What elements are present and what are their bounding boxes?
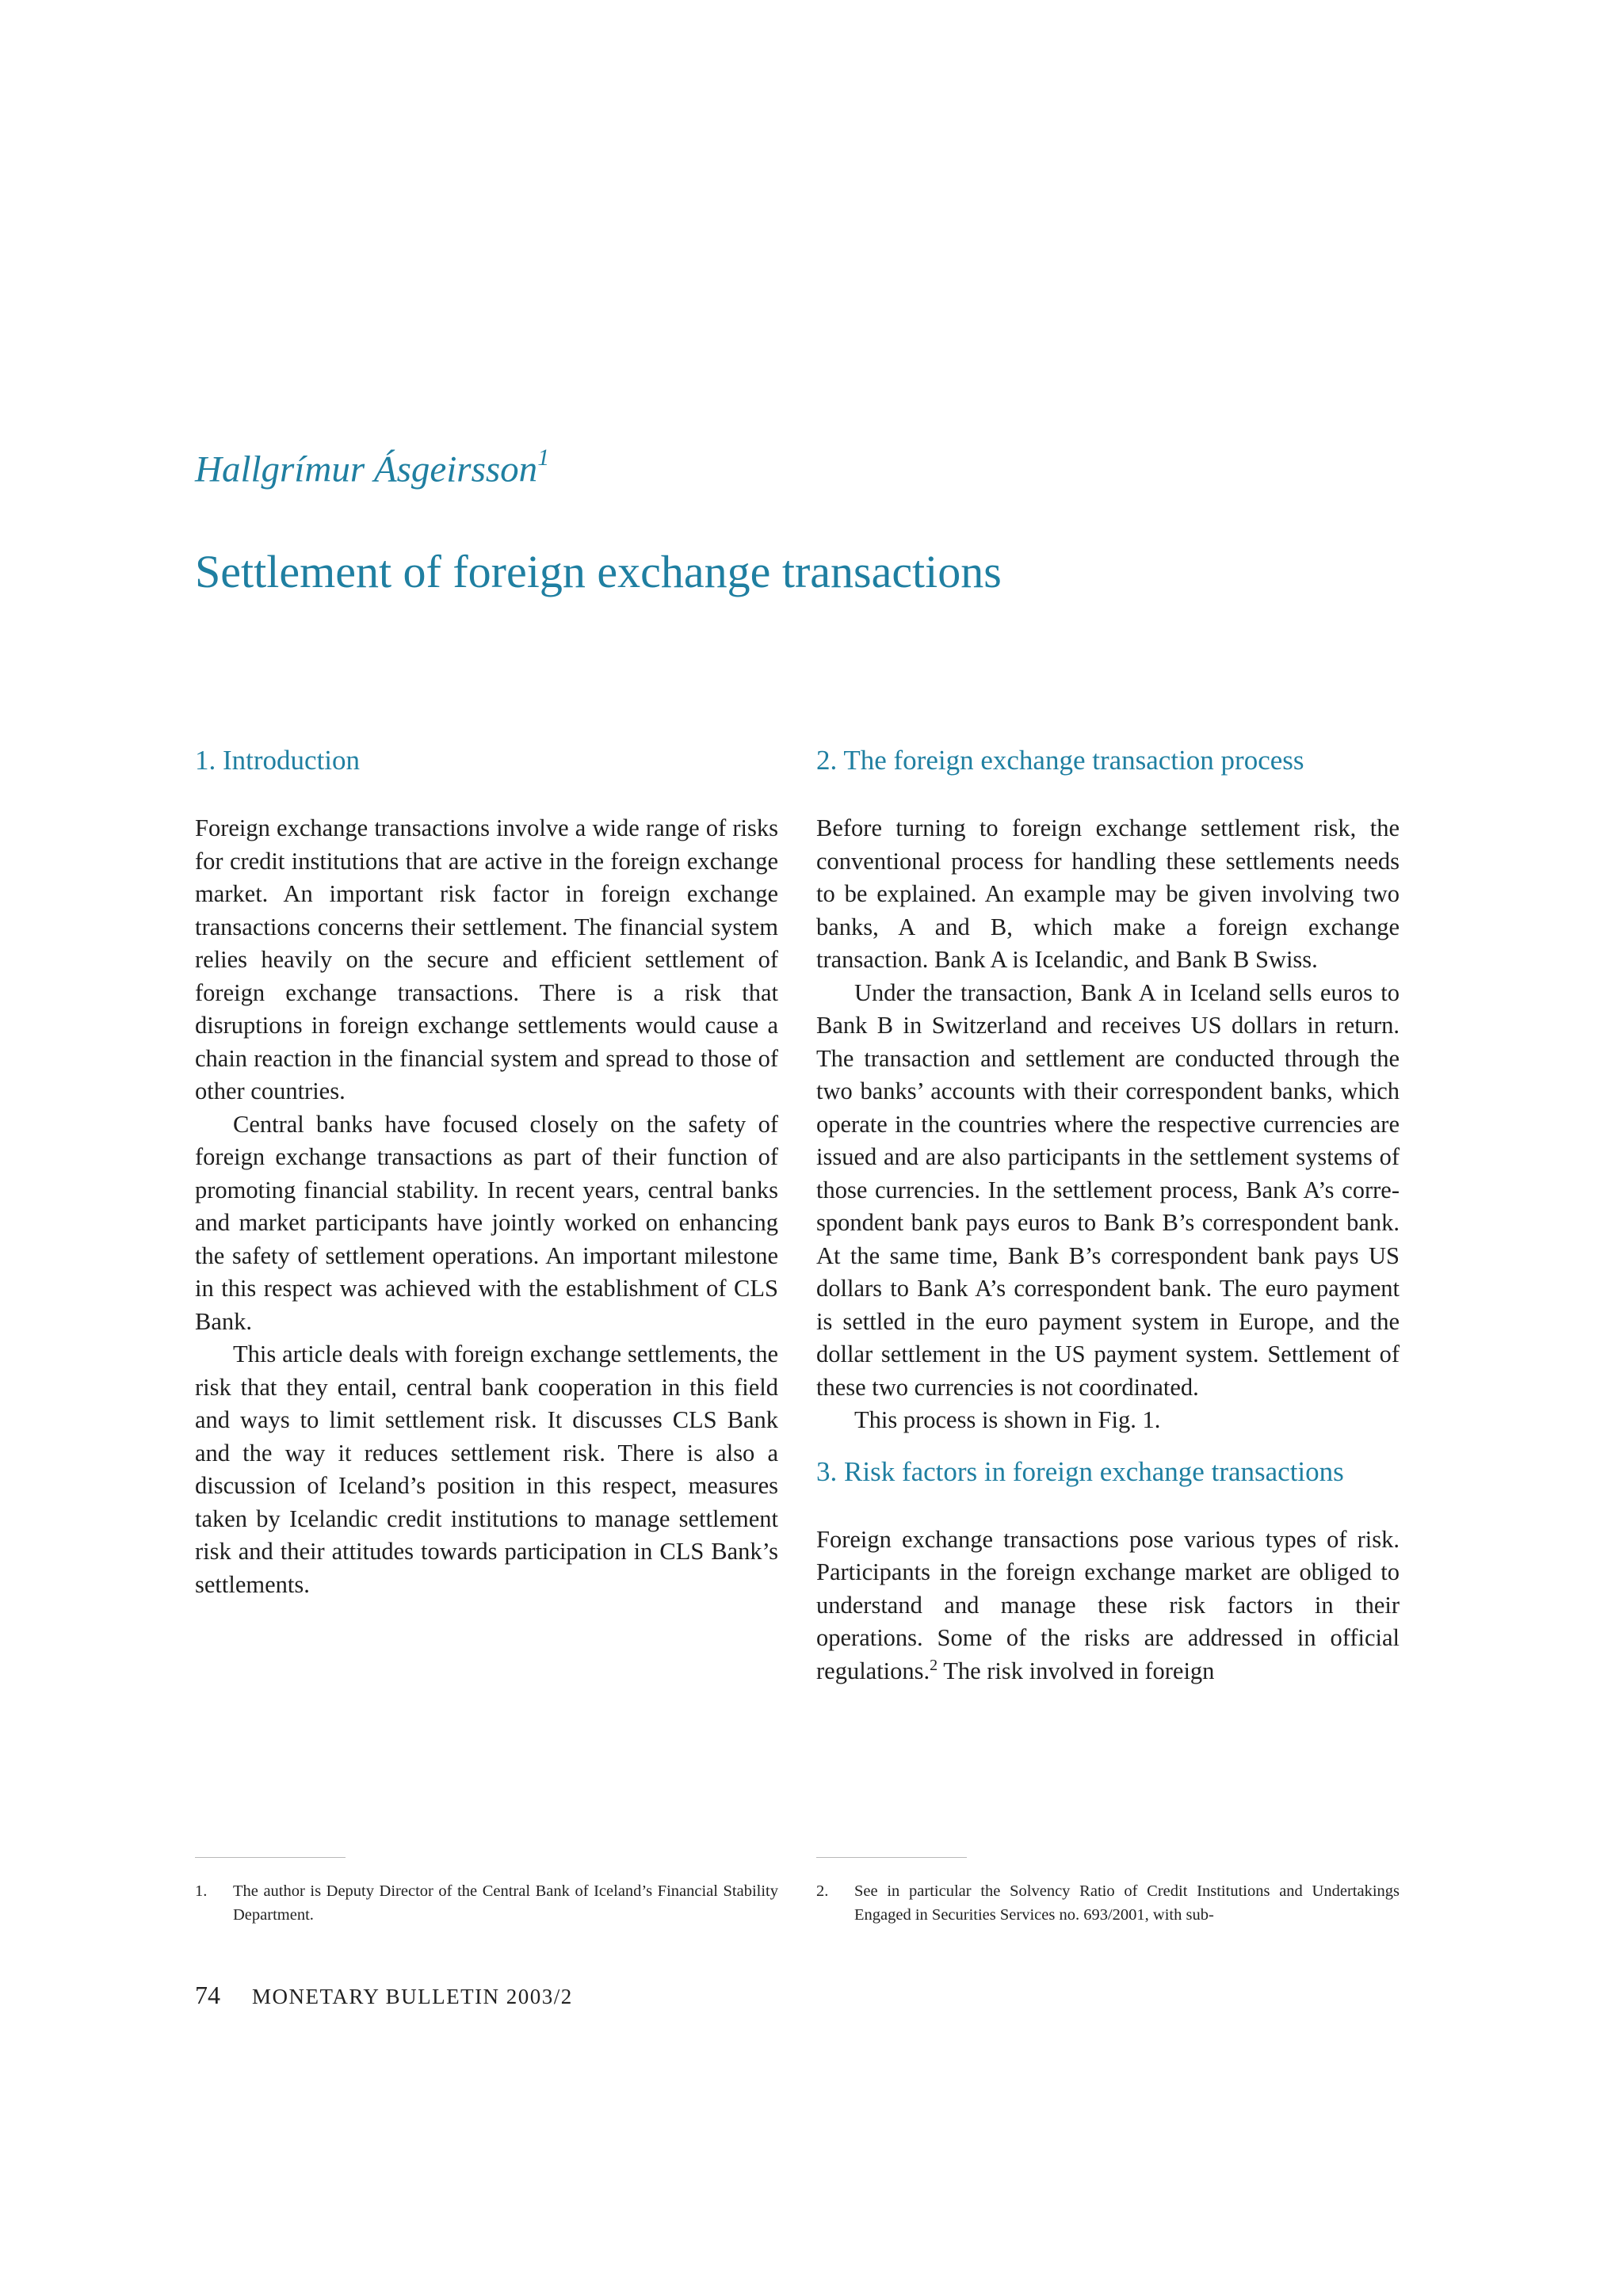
footnote-2 bbox=[816, 1879, 1400, 1927]
page-number: 74 bbox=[195, 1981, 220, 2009]
heading-risk-factors: 3. Risk factors in foreign exchange transactions bbox=[816, 1455, 1344, 1487]
risk-paragraph-1 bbox=[816, 1524, 1400, 1688]
footnote-1-number: 1. bbox=[195, 1882, 208, 1900]
right-column bbox=[816, 741, 1400, 1688]
intro-paragraph-3: This article deals with foreign exchange settlements, the risk that they entail, central bank cooperation in this field and ways to limit settlement risk. It discusses CLS Bank and the way it reduces settlement risk. There is also a discussion of Iceland’s position in this respect, measures taken by Icelandic credit institutions to manage settlement risk and their attitudes towards participation in CLS Bank’s settlements. bbox=[195, 1341, 778, 1598]
footnote-rule-right bbox=[816, 1857, 967, 1858]
process-paragraph-1: Before turning to foreign exchange settlement risk, the conventional process for handling these settlements needs to be explained. An example may be given involving two banks, A and B, which make a foreign exchange transaction. Bank A is Icelandic, and Bank B Swiss. bbox=[816, 814, 1400, 973]
article-title: Settlement of foreign exchange transactions bbox=[195, 546, 1002, 597]
left-column bbox=[195, 741, 778, 1601]
intro-paragraph-1: Foreign exchange transactions involve a wide range of risks for credit institutions that are active in the foreign exchange market. An important risk factor in foreign exchange transactions concerns their settlement. The financial system relies heavily on the secure and efficient settlement of foreign exchange transactions. There is a risk that disruptions in foreign exchange settlements would cause a chain reaction in the financial system and spread to those of other countries. bbox=[195, 814, 778, 1104]
footnote-2-text: See in particular the Solvency Ratio of Credit Institutions and Undertakings Engaged in Securities Services no. 693/2001, with sub- bbox=[854, 1882, 1400, 1924]
footnote-1-text: The author is Deputy Director of the Central Bank of Iceland’s Financial Stability Department. bbox=[233, 1882, 778, 1924]
risk-paragraph-tail: The risk involved in foreign bbox=[938, 1657, 1215, 1684]
author-footnote-mark: 1 bbox=[537, 444, 550, 471]
footnote-rule-left bbox=[195, 1857, 346, 1858]
heading-introduction: 1. Introduction bbox=[195, 745, 361, 776]
footnote-1 bbox=[195, 1879, 778, 1927]
risk-paragraph-text: Foreign exchange transactions pose various types of risk. Participants in the foreign exchange market are obliged to understand and manage these risk factors in their operations. Some of the risks are addressed in official regulations. bbox=[816, 1525, 1400, 1684]
heading-transaction-process: 2. The foreign exchange transaction process bbox=[816, 745, 1304, 776]
intro-paragraph-2: Central banks have focused closely on the safety of foreign exchange transactions as part of their function of promoting financial stability. In recent years, central banks and market participants have jointly worked on enhancing the safety of settlement operations. An important milestone in this respect was achieved with the establishment of CLS Bank. bbox=[195, 1110, 778, 1335]
footnote-2-number: 2. bbox=[816, 1882, 829, 1900]
process-paragraph-2: Under the transaction, Bank A in Iceland sells euros to Bank B in Switzerland and receives US dollars in return. The transaction and settlement are conducted through the two banks’ accounts with their correspondent banks, which operate in the countries where the respective currencies are issued and are also participants in the settlement systems of those currencies. In the settlement process, Bank A’s correspondent bank pays euros to Bank B’s correspondent bank. At the same time, Bank B’s correspondent bank pays US dollars to Bank A’s correspondent bank. The euro payment is settled in the euro payment system in Europe, and the dollar settlement in the US payment system. Settlement of these two currencies is not coordinated. bbox=[816, 978, 1400, 1401]
process-paragraph-3: This process is shown in Fig. 1. bbox=[854, 1406, 1161, 1433]
author-name bbox=[195, 444, 550, 491]
page-footer bbox=[195, 1981, 573, 2010]
risk-footnote-mark: 2 bbox=[930, 1656, 938, 1674]
journal-name: MONETARY BULLETIN 2003/2 bbox=[252, 1985, 573, 2008]
author-name-text: Hallgrímur Ásgeirsson bbox=[195, 448, 538, 490]
